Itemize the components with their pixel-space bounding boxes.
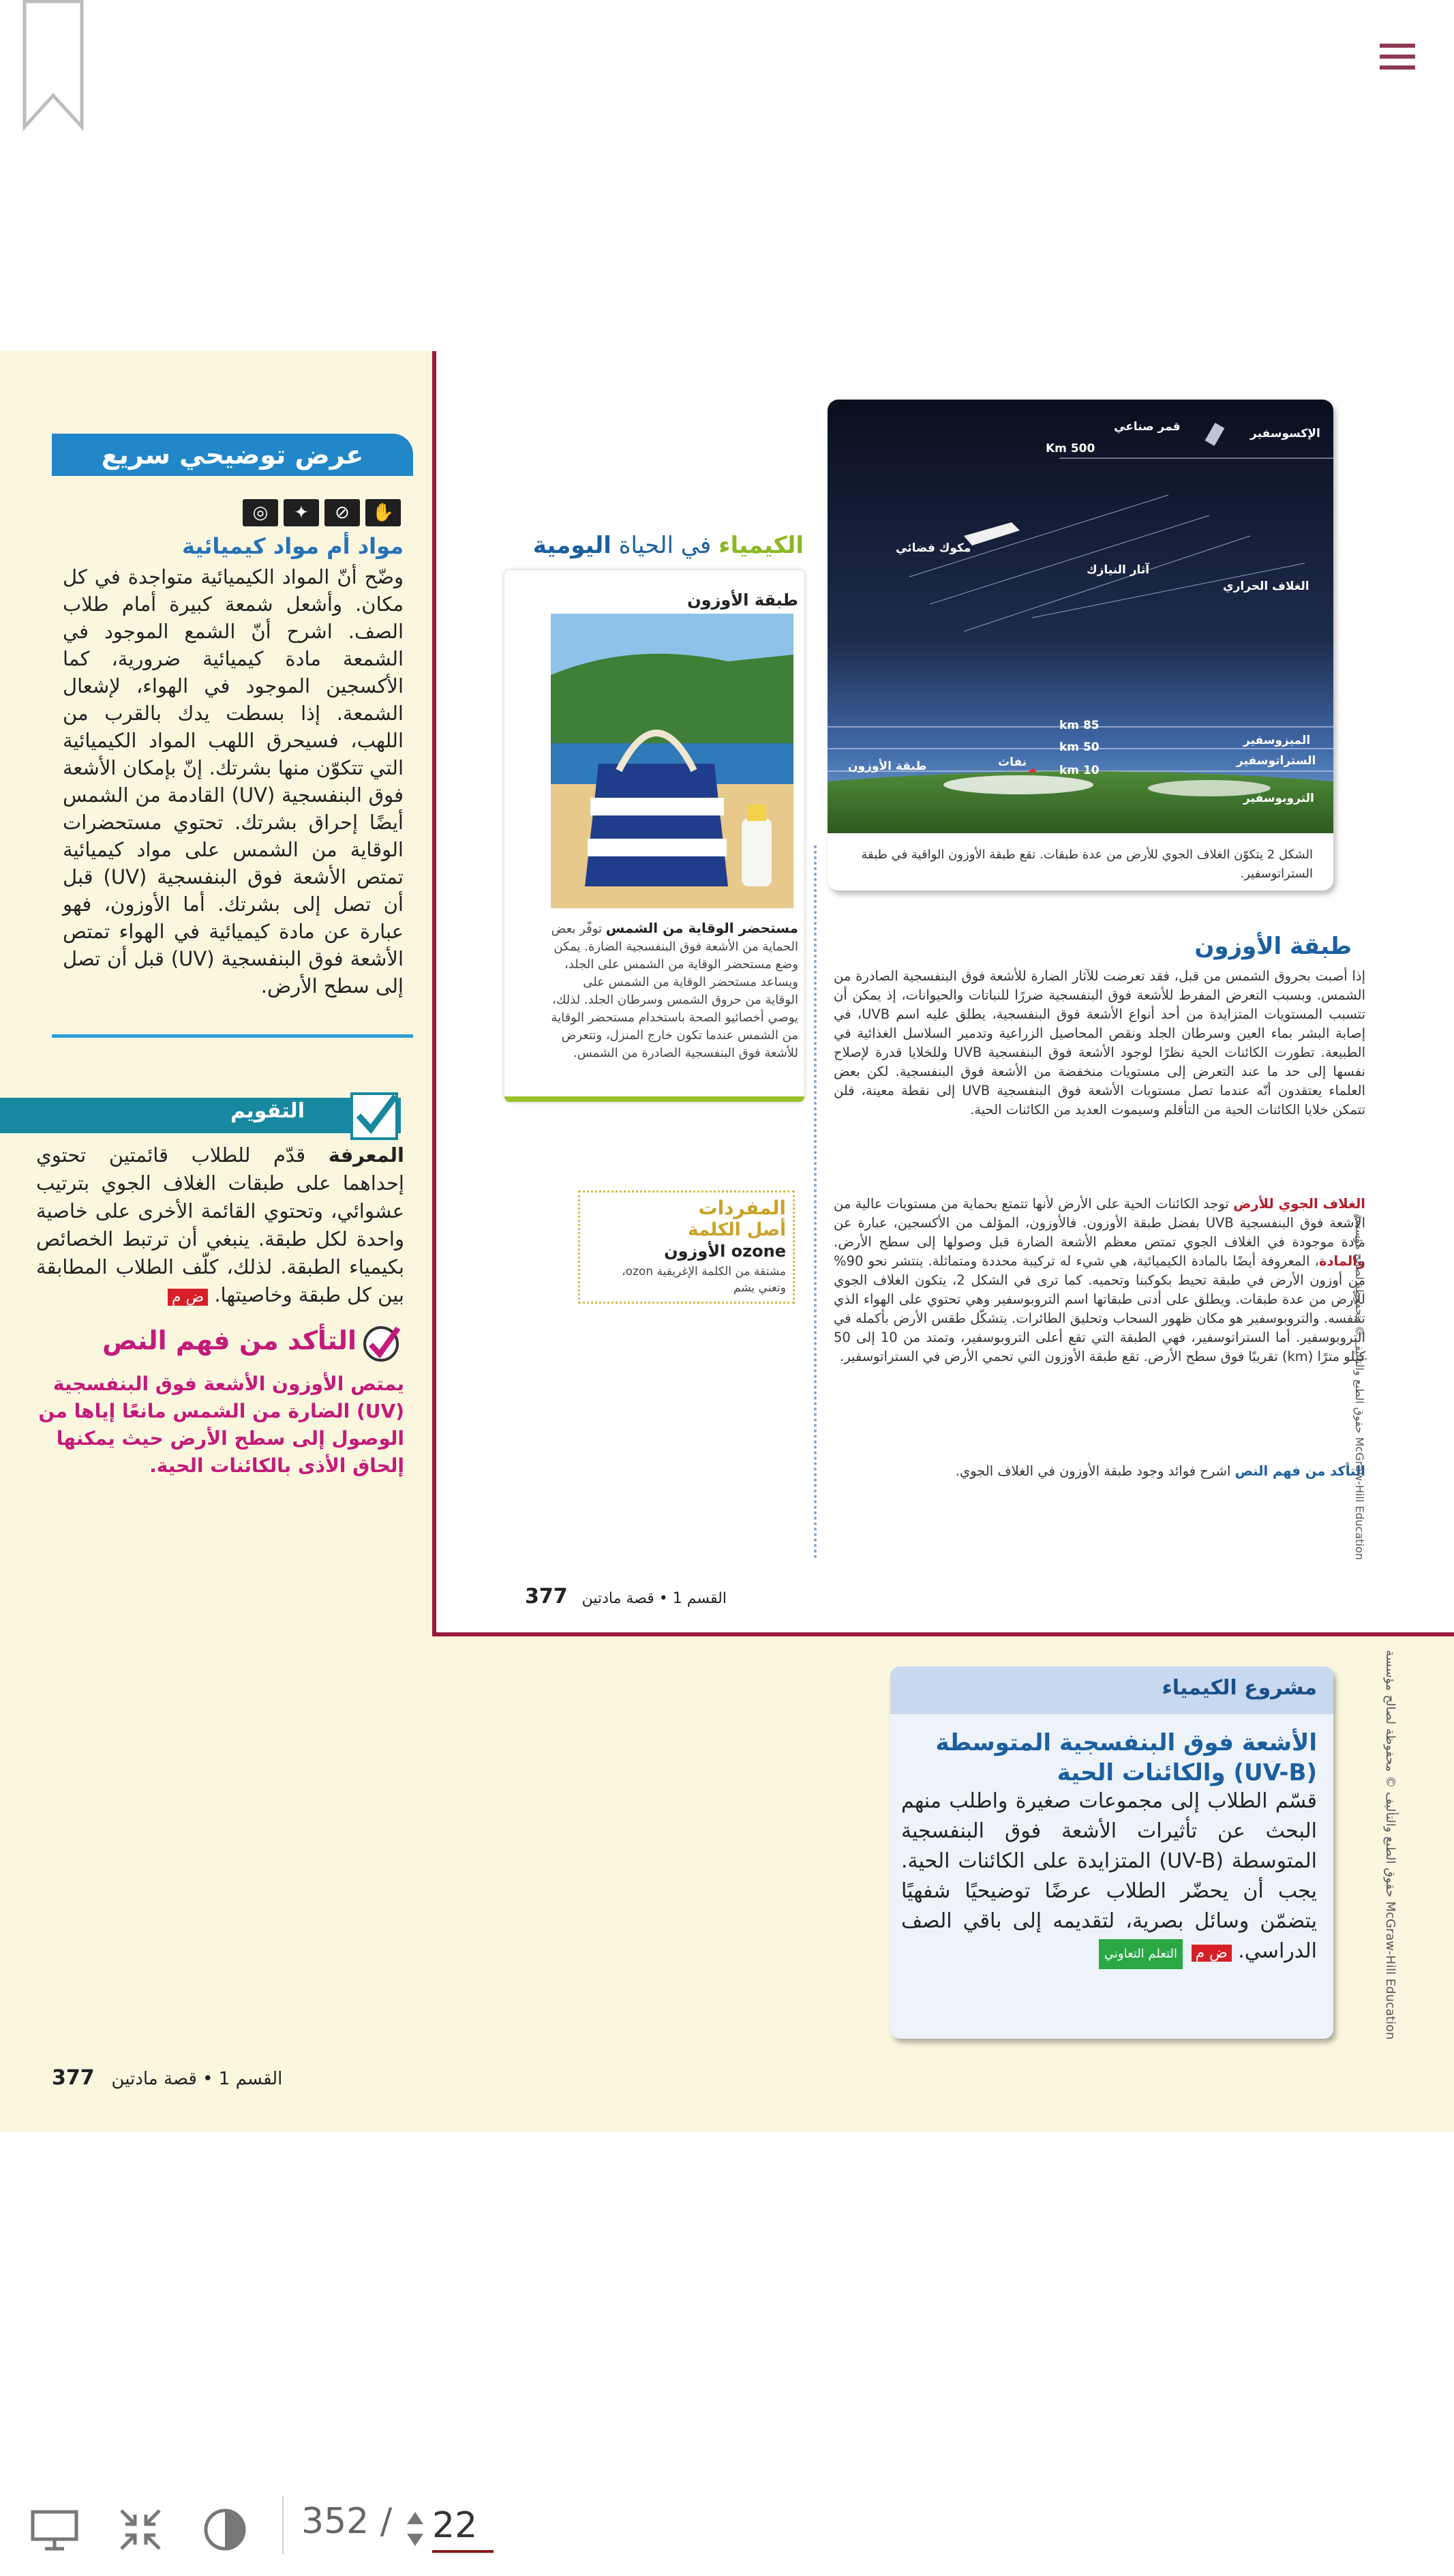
label-shuttle: مكوك فضائي [896, 541, 971, 555]
photo-title: طبقة الأوزون [687, 590, 798, 610]
reading-check-icon [361, 1324, 401, 1364]
teacher-footer [52, 2066, 282, 2090]
label-meteor: آثار النيازك [1087, 563, 1150, 577]
atmosphere-lead: الغلاف الجوي للأرض [1233, 1196, 1365, 1212]
vocab-origin: أصل الكلمة [688, 1220, 786, 1240]
cooperative-tag: التعلم التعاوني [1099, 1939, 1183, 1969]
project-text [901, 1786, 1317, 1969]
copyright-vertical-2: حقوق الطبع والتأليف © محفوظة لصالح مؤسسة McGraw-Hill Education [1383, 1650, 1397, 2040]
teacher-footer-page: 377 [52, 2066, 95, 2090]
vocab-heading: المفردات [698, 1197, 786, 1219]
atmosphere-text: توجد الكائنات الحية على الأرض لأنها تتمتع بحماية من مستويات عالية من الأشعة فوق البنفسجية UVB بفضل طبقة الأوزون. فالأوزون، المؤلف من الأكسجين، عبارة عن مادة موجودة في الغلاف الجوي تمتص معظم الأشعة الضارة قبل وصولها إلى سطح الأرض. [834, 1196, 1365, 1250]
ozone-paragraph-2 [834, 1195, 1365, 1366]
project-level-tag: ض م [1192, 1945, 1232, 1962]
page-stepper-icon[interactable] [405, 2504, 425, 2554]
chemistry-project-box [890, 1666, 1333, 2039]
check-icon [349, 1091, 399, 1141]
student-reading-check [834, 1462, 1365, 1481]
label-85km: 85 km [1059, 719, 1100, 732]
current-page: 352 [301, 2501, 369, 2542]
vocab-word: الأوزون ozone [664, 1242, 786, 1261]
fit-page-icon[interactable] [115, 2504, 166, 2556]
ozone-paragraph-1: إذا أصبت بحروق الشمس من قبل، فقد تعرضت للآثار الضارة للأشعة فوق البنفسجية الصادرة من الشمس. وبسبب التعرض المفرط للأشعة فوق البنفسجية ضررًا للنباتات والحيوانات، إذ يمكن أن تتسبب المستويات المتزايدة من أحد أنواع الأشعة فوق البنفسجية، يطلق عليه اسم UVB، في إصابة البشر بماء العين وسرطان الجلد ونقص المحاصيل الزراعية وتدمير السلاسل الغذائية في الطبيعة. تطورت الكائنات الحية نظرًا لوجود الأشعة فوق البنفسجية UVB وللخلايا قدرة لإصلاح نفسها إلى حد ما عند التعرض إلى مستويات منخفضة من الأشعة فوق البنفسجية. لكن بعض العلماء يعتقدون أنّه عندما تصل مستويات الأشعة فوق البنفسجية UVB إلى نقطة معينة، فلن تتمكن خلايا الكائنات الحية من التأقلم وسيموت العديد من الكائنات الحية. [834, 968, 1365, 1118]
project-body: قسّم الطلاب إلى مجموعات صغيرة واطلب منهم البحث عن تأثيرات الأشعة فوق البنفسجية المتوسطة (UV-B) المتزايدة على الكائنات الحية. يجب أن يحضّر الطلاب عرضًا توضيحيًا شفهيًا يتضمّن وسائل بصرية، لتقديمه إلى باقي الصف الدراسي. [901, 1789, 1317, 1963]
label-10km: 10 km [1059, 764, 1100, 777]
sunscreen-caption [547, 919, 798, 1062]
page-input[interactable] [432, 2501, 494, 2553]
atmosphere-text-2: ، المعروفة أيضًا بالمادة الكيميائية، هي شيء له تركيبة محددة ومتماثلة. ينتشر نحو 90% من أوزون الأرض في طبقة تحيط بكوكبنا وتحميه. كما ترى في الشكل 2، يتكون الغلاف الجوي للأرض من عدة طبقات. ويطلق على أدنى طبقاتها اسم التروبوسفير وهي تحتوي على الهواء الذي تتنفسه. والتروبوسفير هو مكان ظهور السحاب وتحليق الطائرات. يتشكّل طقس الأرض بأكمله في التروبوسفير. أما الستراتوسفير، فهي الطبقة التي تقع أعلى التروبوسفير، وتمتد من 10 إلى 50 كيلو مترًا (km) تقريبًا فوق سطح الأرض. تقع طبقة الأوزون التي تحمي الأرض في الستراتوسفير. [834, 1253, 1366, 1364]
student-footer-page: 377 [525, 1585, 568, 1608]
label-500km: 500 Km [1046, 442, 1095, 455]
page-indicator [301, 2501, 392, 2542]
label-plane: نفاث [998, 755, 1027, 769]
everyday-chemistry-title [533, 532, 804, 559]
contrast-icon[interactable] [199, 2504, 251, 2556]
assessment-header [0, 1098, 401, 1133]
label-troposphere: التروبوسفير [1243, 792, 1314, 805]
project-title: مشروع الكيمياء [1162, 1676, 1317, 1700]
assessment-lead: المعرفة [328, 1143, 404, 1167]
ozone-heading: طبقة الأوزون [1194, 933, 1352, 960]
presentation-icon[interactable] [29, 2504, 80, 2556]
everyday-title-b: في الحياة [611, 532, 719, 559]
student-check-text: اشرح فوائد وجود طبقة الأوزون في الغلاف الجوي. [955, 1463, 1235, 1479]
student-footer-section: القسم 1 • قصة مادتين [581, 1590, 727, 1607]
label-thermosphere: الغلاف الحراري [1223, 580, 1309, 593]
reading-check-title: التأكد من فهم النص [102, 1326, 357, 1356]
sunscreen-lead: مستحضر الوقاية من الشمس [605, 920, 798, 936]
quick-demo-text: وضّح أنّ المواد الكيميائية متواجدة في كل مكان. وأشعل شمعة كبيرة أمام طلاب الصف. اشرح أنّ الشمع الموجود في الشمعة مادة كيميائية ضرورية، كما الأكسجين الموجود في الهواء، لإشعال الشمعة. إذا بسطت يدك بالقرب من اللهب، فسيحرق اللهب المواد الكيميائية التي تتكوّن منها بشرتك. إنّ بإمكان الأشعة فوق البنفسجية (UV) القادمة من الشمس أيضًا إحراق بشرتك. تحتوي مستحضرات الوقاية من الشمس على مواد كيميائية تمتص الأشعة فوق البنفسجية (UV) قبل أن تصل إلى بشرتك. أما الأوزون، فهو عبارة عن مادة كيميائية في الهواء تمتص الأشعة فوق البنفسجية (UV) قبل أن تصل إلى سطح الأرض. [63, 565, 404, 998]
goggles-icon: ◎ [243, 499, 278, 526]
bookmark-icon[interactable] [22, 0, 85, 131]
quick-demo-box [52, 434, 413, 1038]
label-mesosphere: الميزوسفير [1243, 734, 1311, 747]
vocab-definition: مشتقة من الكلمة الإغريقية ozon، وتعني يشم [622, 1265, 786, 1295]
everyday-title-c: اليومية [532, 532, 611, 559]
student-footer [525, 1585, 727, 1608]
level-tag: ض م [168, 1289, 208, 1306]
toolbar-separator [282, 2496, 284, 2554]
label-exosphere: الإكسوسفير [1250, 427, 1320, 440]
no-icon: ⊘ [324, 499, 360, 526]
teacher-footer-section: القسم 1 • قصة مادتين [111, 2069, 283, 2089]
safety-icons [243, 499, 401, 526]
vocabulary-box [578, 1190, 795, 1304]
hand-icon: ✋ [365, 499, 401, 526]
project-subtitle: الأشعة فوق البنفسجية المتوسطة (UV-B) والكائنات الحية [935, 1729, 1317, 1786]
label-stratosphere: الستراتوسفير [1237, 754, 1316, 768]
everyday-title-a: الكيمياء [718, 532, 804, 559]
figure-caption: الشكل 2 يتكوّن الغلاف الجوي للأرض من عدة طبقات. تقع طبقة الأوزون الواقية في طبقة الستراتوسفير. [861, 848, 1313, 881]
fire-icon: ✦ [284, 499, 319, 526]
label-ozone-layer: طبقة الأوزون [848, 760, 927, 773]
label-50km: 50 km [1059, 740, 1100, 754]
assessment-text [36, 1141, 404, 1311]
quick-demo-subtitle: مواد أم مواد كيميائية [181, 533, 404, 559]
label-satellite: قمر صناعي [1114, 420, 1181, 434]
page-separator: / [380, 2501, 393, 2542]
matter-lead: والمادة [1318, 1253, 1365, 1269]
column-divider [814, 845, 817, 1559]
sunscreen-text: توفّر بعض الحماية من الأشعة فوق البنفسجية الضارة. يمكن وضع مستحضر الوقاية من الشمس على الجلد، ويساعد مستحضر الوقاية من الشمس على الوقاية من حروق الشمس وسرطان الجلد. لذلك، يوصي أخصائيو الصحة باستخدام مستحضر الوقاية من الشمس عندما تكون خارج المنزل، وتتعرض للأشعة فوق البنفسجية الصادرة من الشمس. [551, 922, 798, 1060]
copyright-vertical: حقوق الطبع والتأليف © محفوظة لصالح مؤسسة McGraw-Hill Education [1353, 1214, 1366, 1560]
quick-demo-title: عرض توضيحي سريع [52, 434, 413, 476]
assessment-title: التقويم [230, 1099, 305, 1123]
beach-bag-photo [551, 614, 793, 908]
student-check-lead: التأكد من فهم النص [1235, 1463, 1365, 1479]
menu-icon[interactable] [1376, 40, 1419, 75]
reading-check-text: يمتص الأوزون الأشعة فوق البنفسجية (UV) الضارة من الشمس مانعًا إياها من الوصول إلى سطح الأرض حيث يمكنها إلحاق الأذى بالكائنات الحية. [38, 1373, 404, 1477]
assessment-body: قدّم للطلاب قائمتين تحتوي إحداهما على طبقات الغلاف الجوي بترتيب عشوائي، وتحتوي القائمة الأخرى على خاصية واحدة لكل طبقة. ينبغي أن ترتبط الخصائص بكيمياء الطبقة. لذلك، كلّف الطلاب المطابقة بين كل طبقة وخاصيتها. [36, 1143, 404, 1306]
atmosphere-figure [828, 400, 1333, 890]
